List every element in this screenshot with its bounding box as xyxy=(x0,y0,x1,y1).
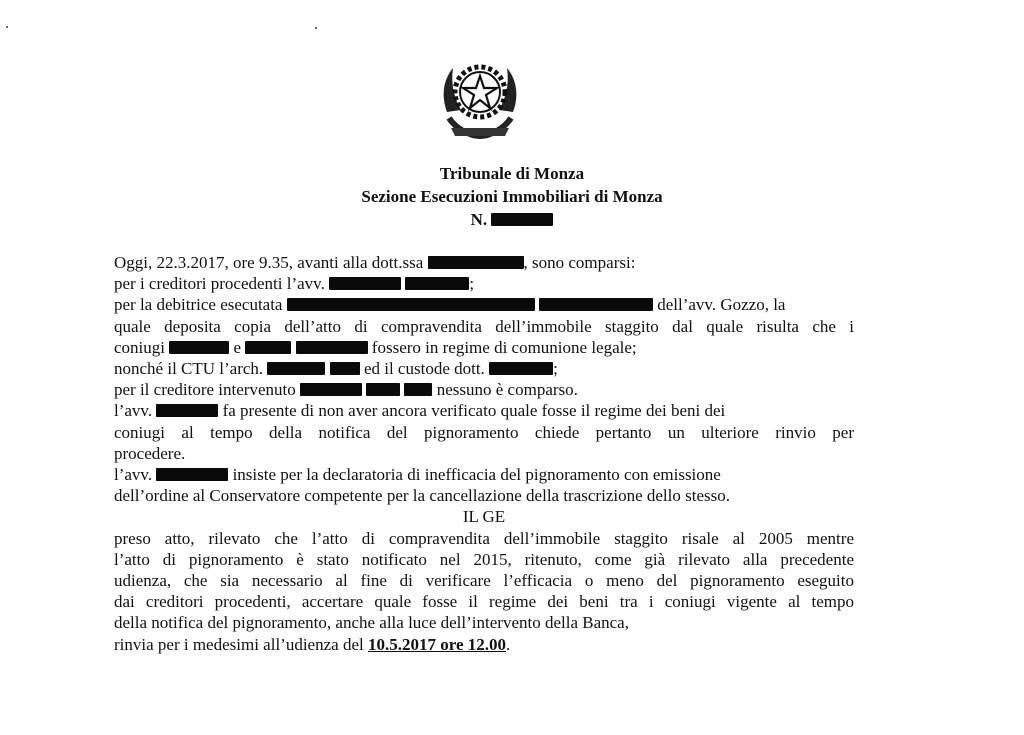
court-title: Tribunale di Monza xyxy=(439,164,585,183)
hearing-date: 10.5.2017 ore 12.00 xyxy=(367,634,507,654)
redaction xyxy=(267,362,325,375)
text-line: coniugi al tempo della notifica del pignoramento chiede pertanto un ulteriore rinvio per xyxy=(114,422,854,442)
text: per i creditori procedenti l’avv. xyxy=(114,274,325,294)
text-line: l’atto di pignoramento è stato notificato nel 2015, ritenuto, come già rilevato alla precedente xyxy=(114,549,854,569)
redaction xyxy=(330,362,360,375)
text-line xyxy=(114,400,854,421)
text: nessuno è comparso. xyxy=(436,380,578,400)
redaction xyxy=(329,277,401,290)
text-line xyxy=(114,294,854,315)
case-number xyxy=(0,210,1024,230)
redaction xyxy=(404,383,432,396)
redaction xyxy=(428,256,524,269)
text-line: dai creditori procedenti, accertare quale fosse il regime dei beni tra i coniugi vigente al tempo xyxy=(114,592,854,612)
text-line: procedere. xyxy=(114,443,186,463)
text: nonché il CTU l’arch. xyxy=(114,359,264,379)
text: l’avv. xyxy=(114,465,153,485)
redaction xyxy=(491,213,553,226)
text-line xyxy=(114,273,854,294)
text-line: quale deposita copia dell’atto di compravendita dell’immobile staggito dal quale risulta che i xyxy=(114,316,854,336)
text: rinvia per i medesimi all’udienza del xyxy=(114,634,364,654)
text-line: della notifica del pignoramento, anche alla luce dell’intervento della Banca, xyxy=(114,613,629,633)
redaction xyxy=(300,383,362,396)
scan-speck xyxy=(315,27,317,29)
redaction xyxy=(296,341,368,354)
text-line: dell’ordine al Conservatore competente per la cancellazione della trascrizione dello stesso. xyxy=(114,486,730,506)
text-line: udienza, che sia necessario al fine di verificare l’efficacia o meno del pignoramento eseguito xyxy=(114,571,854,591)
text: l’avv. xyxy=(114,401,153,421)
redaction xyxy=(405,277,469,290)
redaction xyxy=(539,298,653,311)
text: ; xyxy=(553,359,558,379)
text: Oggi, 22.3.2017, ore 9.35, avanti alla dott.ssa xyxy=(114,253,424,272)
text: fa presente di non aver ancora verificato quale fosse il regime dei beni dei xyxy=(222,401,726,421)
text: ; xyxy=(469,274,475,294)
redaction xyxy=(245,341,291,354)
redaction xyxy=(287,298,535,311)
emblem-of-italy-icon xyxy=(437,52,523,142)
text: . xyxy=(506,634,511,654)
redaction xyxy=(366,383,400,396)
text-line xyxy=(114,358,854,379)
redaction xyxy=(156,404,218,417)
text: fossero in regime di comunione legale; xyxy=(371,337,637,357)
judge-heading: IL GE xyxy=(462,507,506,527)
text-line xyxy=(114,252,854,273)
text: ed il custode dott. xyxy=(363,359,485,379)
text-line xyxy=(114,337,854,358)
text-line: preso atto, rilevato che l’atto di compravendita dell’immobile staggito risale al 2005 mentre xyxy=(114,528,854,548)
text: coniugi xyxy=(114,337,165,357)
text: per il creditore intervenuto xyxy=(114,380,296,400)
text-line xyxy=(114,379,854,400)
minutes-body xyxy=(114,252,854,655)
scan-speck xyxy=(6,26,8,28)
text: dell’avv. Gozzo, la xyxy=(657,295,786,315)
text: , sono comparsi: xyxy=(523,253,636,272)
redaction xyxy=(169,341,229,354)
text-line xyxy=(114,634,854,655)
redaction xyxy=(489,362,553,375)
text: insiste per la declaratoria di inefficacia del pignoramento con emissione xyxy=(232,465,721,485)
section-title: Sezione Esecuzioni Immobiliari di Monza xyxy=(361,187,663,206)
case-number-prefix: N. xyxy=(470,210,488,229)
text: e xyxy=(233,337,242,357)
text-line xyxy=(114,464,854,485)
text: per la debitrice esecutata xyxy=(114,295,283,315)
redaction xyxy=(156,468,228,481)
